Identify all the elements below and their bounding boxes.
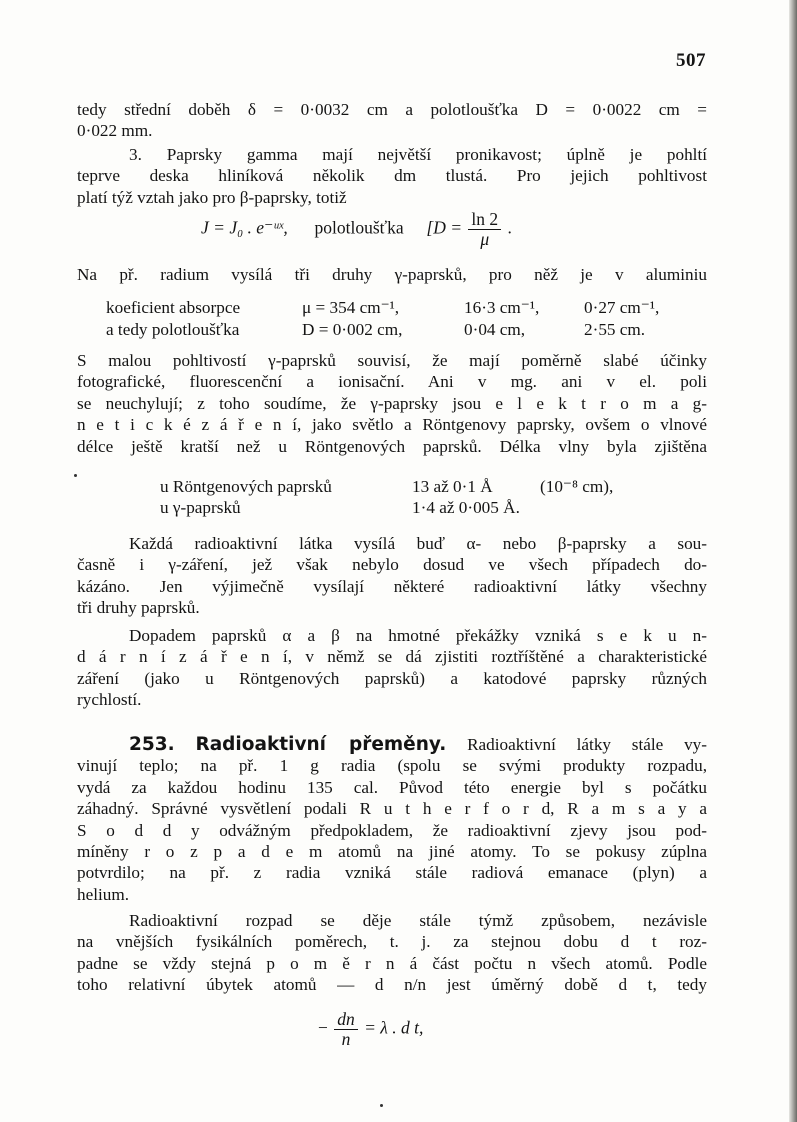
table-cell: 0·27 cm⁻¹, — [584, 298, 660, 317]
text-line: Dopadem paprsků α a β na hmotné překážky vzniká s e k u n- — [129, 626, 707, 645]
absorption-formula — [201, 210, 512, 249]
table-cell: (10⁻⁸ cm), — [540, 477, 614, 496]
text-line: rychlostí. — [77, 690, 142, 710]
text-line: záření (jako u Röntgenových paprsků) a katodové paprsky různých — [77, 668, 707, 688]
table-cell: 0·04 cm, — [464, 320, 526, 339]
text-line: vinují teplo; na př. 1 g radia (spolu se svými produkty rozpadu, — [77, 756, 707, 776]
scan-speck — [74, 474, 77, 477]
formula-sign: − — [318, 1017, 328, 1038]
section-number: 253. — [129, 734, 175, 755]
paragraph-radium-example — [77, 264, 707, 285]
text-line: toho relativní úbytek atomů — d n/n jest úměrný době d t, tedy — [77, 975, 707, 995]
section-heading-line — [77, 734, 707, 755]
text-line: se neuchylují; z toho soudíme, že γ-paprsky jsou e l e k t r o m a g- — [77, 393, 707, 413]
fraction — [468, 210, 501, 249]
decay-formula — [318, 1010, 423, 1049]
table-row — [106, 320, 706, 342]
paragraph-radioactive-substance — [77, 533, 707, 619]
table-row — [160, 498, 680, 520]
table-cell: μ = 354 cm⁻¹, — [302, 298, 400, 317]
text-line: kázáno. Jen výjimečně vysílají některé radioaktivní látky všechny — [77, 576, 707, 596]
text-line: na vnějších fysikálních poměrech, t. j. za stejnou dobu d t roz- — [77, 932, 707, 952]
section-radioactive-transformations — [77, 734, 707, 905]
scan-speck — [380, 1104, 383, 1107]
table-cell: 2·55 cm. — [584, 320, 646, 339]
text-line: vydá za každou hodinu 135 cal. Původ této energie byl s počátku — [77, 777, 707, 797]
paragraph-decay-law — [77, 910, 707, 996]
paragraph-gamma-properties — [77, 350, 707, 457]
formula-left: J = J₀ . e⁻ᵘˣ, — [201, 217, 288, 238]
table-cell: a tedy polotloušťka — [106, 320, 240, 339]
paragraph-gamma-rays — [77, 144, 707, 208]
formula-rhs: = λ . d t, — [364, 1017, 424, 1038]
text-line: záhadný. Správné vysvětlení podali R u t h e r f o r d, R a m s a y a — [77, 799, 707, 819]
text-line: S malou pohltivostí γ-paprsků souvisí, že mají poměrně slabé účinky — [77, 351, 707, 370]
formula-lhs: [D = — [426, 217, 463, 238]
fraction-denominator: μ — [480, 229, 490, 249]
text-line: tři druhy paprsků. — [77, 598, 200, 618]
formula-end: . — [507, 217, 512, 238]
table-cell: koeficient absorpce — [106, 298, 241, 317]
page-edge-shadow — [789, 0, 797, 1122]
table-cell: 16·3 cm⁻¹, — [464, 298, 540, 317]
paragraph-mean-range — [77, 99, 707, 142]
text-line: fotografické, fluorescenční a ionisační. Ani v mg. ani v el. poli — [77, 372, 707, 392]
text-line: míněny r o z p a d e m atomů na jiné atomy. To se pokusy zúplna — [77, 841, 707, 861]
text-line: platí týž vztah jako pro β-paprsky, totiž — [77, 187, 347, 207]
table-cell: u γ-paprsků — [160, 498, 241, 517]
fraction-numerator: ln 2 — [468, 210, 501, 230]
table-cell: D = 0·002 cm, — [302, 320, 403, 339]
text-line: časně i γ-záření, jež však nebylo dosud ve všech případech do- — [77, 555, 707, 575]
fraction-denominator: n — [341, 1029, 351, 1049]
formula-middle: polotloušťka — [314, 217, 404, 238]
table-row — [106, 298, 706, 320]
text-line: teprve deska hliníková několik dm tlustá. Pro jejich pohltivost — [77, 166, 707, 186]
text-line: Radioaktivní rozpad se děje stále týmž způsobem, nezávisle — [129, 911, 707, 930]
table-row — [160, 477, 680, 499]
text-line: Každá radioaktivní látka vysílá buď α- nebo β-paprsky a sou- — [129, 534, 707, 553]
table-cell: 1·4 až 0·005 Å. — [412, 498, 520, 517]
text-line: helium. — [77, 884, 130, 904]
table-cell: u Röntgenových paprsků — [160, 477, 332, 496]
text-line: 3. Paprsky gamma mají největší pronikavost; úplně je pohltí — [129, 145, 707, 164]
text-line: potvrdilo; na př. z radia vzniká stále radiová emanace (plyn) a — [77, 863, 707, 883]
text-line: d á r n í z á ř e n í, v němž se dá zjistiti roztříštěné a charakteristické — [77, 647, 707, 667]
text-line: padne se vždy stejná p o m ě r n á část počtu n všech atomů. Podle — [77, 953, 707, 973]
page-number: 507 — [676, 50, 706, 71]
table-cell: 13 až 0·1 Å — [412, 477, 493, 496]
text-line: Na př. radium vysílá tři druhy γ-paprsků, pro něž je v aluminiu — [77, 265, 707, 284]
text-fragment: Radioaktivní látky stále vy- — [467, 735, 708, 754]
text-line: tedy střední doběh δ = 0·0032 cm a polotloušťka D = 0·0022 cm = — [77, 100, 707, 119]
paragraph-secondary-radiation — [77, 625, 707, 711]
text-line: 0·022 mm. — [77, 121, 153, 141]
text-line: n e t i c k é z á ř e n í, jako světlo a Röntgenovy paprsky, ovšem o vlnové — [77, 415, 707, 435]
section-title: Radioaktivní přeměny. — [195, 734, 447, 755]
fraction — [334, 1010, 358, 1049]
fraction-numerator: dn — [334, 1010, 358, 1030]
text-line: délce ještě kratší než u Röntgenových paprsků. Délka vlny byla zjištěna — [77, 436, 707, 456]
text-line: S o d d y odvážným předpokladem, že radioaktivní zjevy jsou pod- — [77, 820, 707, 840]
